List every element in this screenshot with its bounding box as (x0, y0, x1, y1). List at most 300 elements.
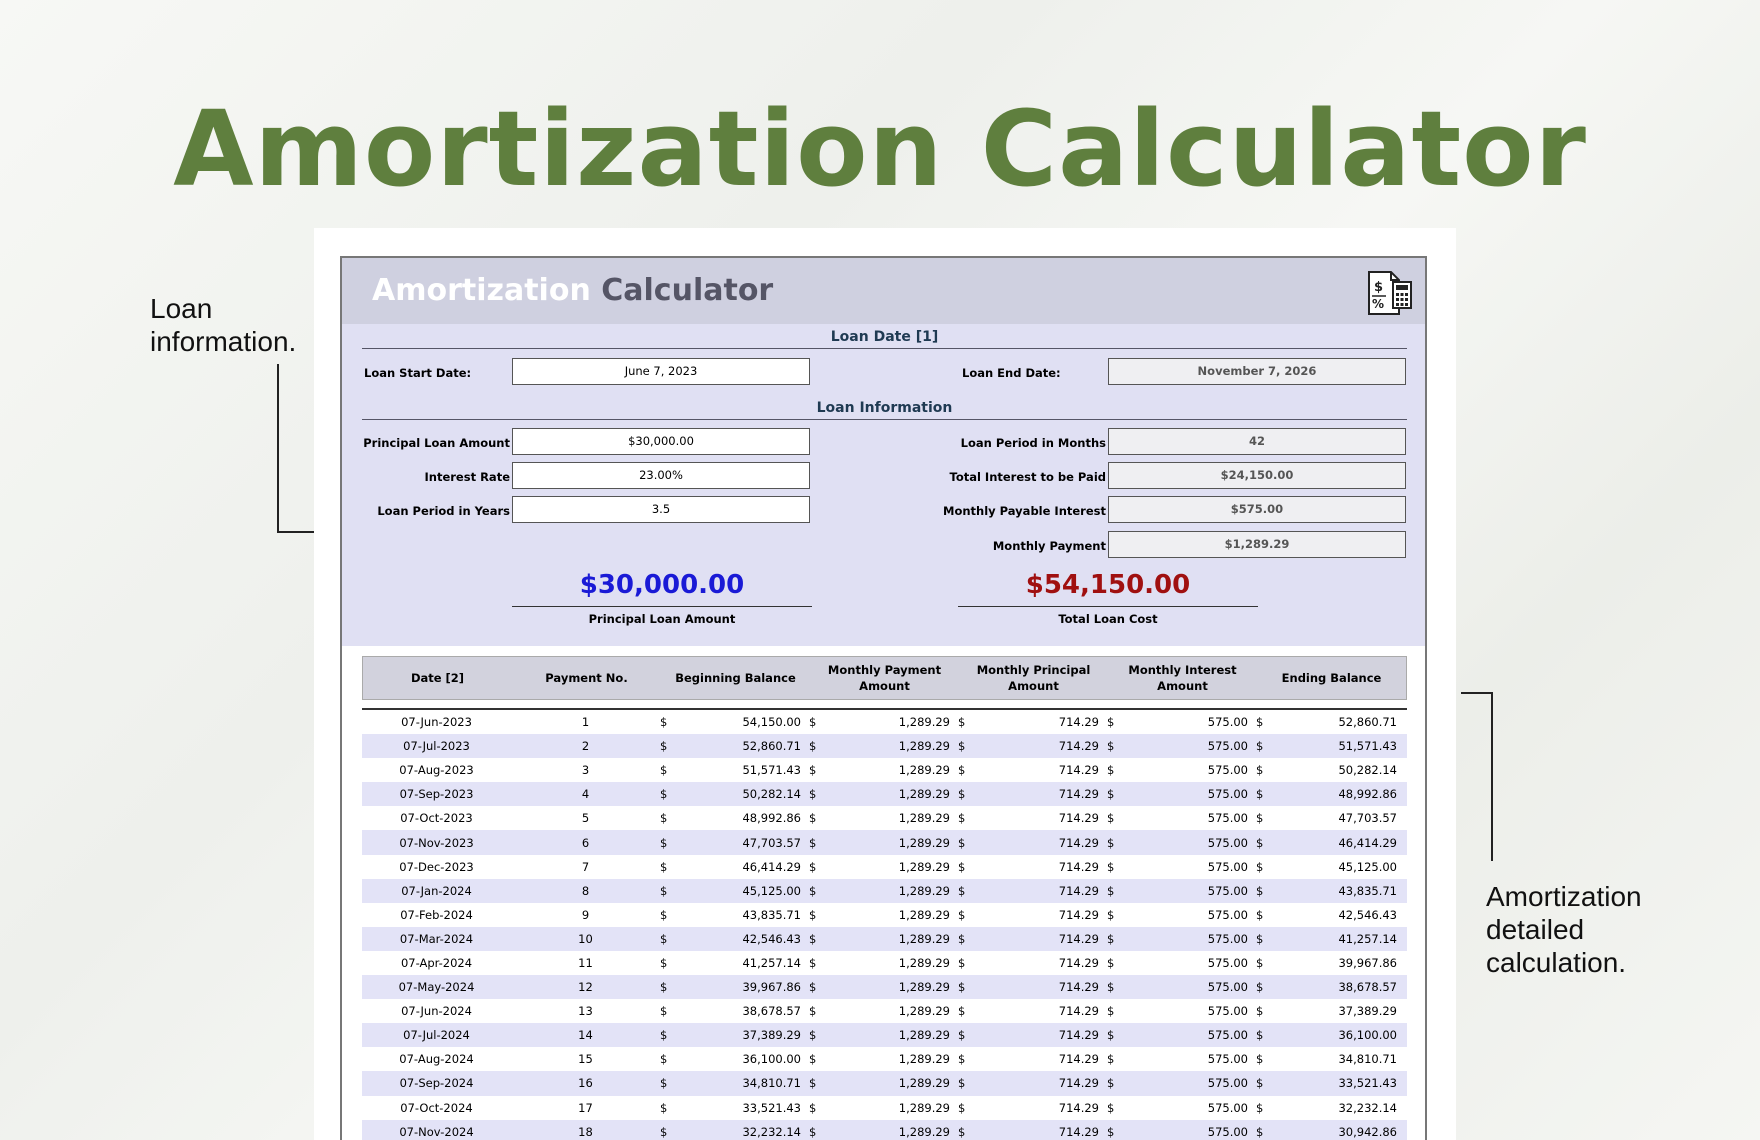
cell-monthly-interest (1107, 715, 1256, 729)
amount-value: 30,942.86 (1338, 1124, 1397, 1139)
currency-symbol: $ (1256, 883, 1264, 898)
currency-symbol: $ (809, 715, 817, 730)
summary-principal-value: $30,000.00 (579, 570, 745, 600)
amount-value: 1,289.29 (898, 739, 950, 754)
cell-ending-balance (1256, 763, 1405, 777)
currency-symbol: $ (958, 763, 966, 778)
currency-symbol: $ (1107, 1028, 1115, 1043)
currency-symbol: $ (1256, 739, 1264, 754)
table-row (362, 710, 1407, 734)
amount-value: 48,992.86 (742, 811, 801, 826)
cell-monthly-payment (809, 932, 958, 946)
cell-date: 07-Aug-2023 (399, 763, 474, 778)
cell-beginning-balance (660, 1101, 809, 1115)
cell-date: 07-Apr-2024 (400, 955, 473, 970)
currency-symbol: $ (660, 883, 668, 898)
cell-monthly-payment (809, 763, 958, 777)
cell-monthly-principal (958, 980, 1107, 994)
amount-value: 714.29 (1058, 715, 1099, 730)
currency-symbol: $ (660, 859, 668, 874)
amount-value: 575.00 (1207, 980, 1248, 995)
amount-value: 38,678.57 (742, 1004, 801, 1019)
currency-symbol: $ (958, 715, 966, 730)
currency-symbol: $ (809, 1076, 817, 1091)
currency-symbol: $ (1256, 1052, 1264, 1067)
cell-monthly-interest (1107, 1052, 1256, 1066)
cell-ending-balance (1256, 980, 1405, 994)
currency-symbol: $ (660, 931, 668, 946)
amount-value: 51,571.43 (742, 763, 801, 778)
cell-monthly-interest (1107, 836, 1256, 850)
amount-value: 714.29 (1058, 739, 1099, 754)
amount-value: 46,414.29 (742, 859, 801, 874)
cell-monthly-payment (809, 1028, 958, 1042)
right-bracket-line (1491, 692, 1493, 861)
amount-value: 1,289.29 (898, 931, 950, 946)
interest-rate-input[interactable]: 23.00% (512, 462, 810, 489)
amount-value: 34,810.71 (1338, 1052, 1397, 1067)
currency-symbol: $ (809, 1124, 817, 1139)
cell-monthly-payment (809, 980, 958, 994)
amount-value: 47,703.57 (1338, 811, 1397, 826)
amount-value: 714.29 (1058, 883, 1099, 898)
cell-monthly-principal (958, 932, 1107, 946)
loan-years-label: Loan Period in Years (377, 504, 510, 518)
cell-beginning-balance (660, 956, 809, 970)
header-divider (362, 700, 1407, 710)
amount-value: 54,150.00 (742, 715, 801, 730)
table-row (362, 1047, 1407, 1071)
cell-monthly-interest (1107, 884, 1256, 898)
currency-symbol: $ (1256, 811, 1264, 826)
amount-value: 714.29 (1058, 1052, 1099, 1067)
cell-date: 07-Oct-2023 (400, 811, 473, 826)
amount-value: 1,289.29 (898, 1124, 950, 1139)
cell-ending-balance (1256, 1076, 1405, 1090)
currency-symbol: $ (660, 1076, 668, 1091)
amount-value: 1,289.29 (898, 1100, 950, 1115)
currency-symbol: $ (809, 811, 817, 826)
amount-value: 575.00 (1207, 1076, 1248, 1091)
amount-value: 47,703.57 (742, 835, 801, 850)
currency-symbol: $ (958, 1028, 966, 1043)
table-row (362, 951, 1407, 975)
currency-symbol: $ (1256, 1076, 1264, 1091)
cell-ending-balance (1256, 811, 1405, 825)
currency-symbol: $ (1107, 739, 1115, 754)
cell-ending-balance (1256, 787, 1405, 801)
currency-symbol: $ (660, 1052, 668, 1067)
currency-symbol: $ (1107, 763, 1115, 778)
cell-ending-balance (1256, 715, 1405, 729)
calculator-dollar-percent-icon (1365, 266, 1415, 318)
cell-payment-no: 15 (578, 1052, 593, 1067)
currency-symbol: $ (1107, 883, 1115, 898)
amount-value: 714.29 (1058, 811, 1099, 826)
cell-payment-no: 12 (578, 980, 593, 995)
cell-date: 07-Jun-2023 (401, 715, 472, 730)
amount-value: 1,289.29 (898, 883, 950, 898)
amount-value: 50,282.14 (1338, 763, 1397, 778)
cell-monthly-payment (809, 956, 958, 970)
amount-value: 575.00 (1207, 739, 1248, 754)
cell-monthly-principal (958, 884, 1107, 898)
cell-payment-no: 6 (581, 835, 590, 850)
currency-symbol: $ (1107, 955, 1115, 970)
cell-beginning-balance (660, 787, 809, 801)
currency-symbol: $ (660, 907, 668, 922)
table-row (362, 1120, 1407, 1140)
table-row (362, 879, 1407, 903)
amount-value: 1,289.29 (898, 763, 950, 778)
cell-monthly-payment (809, 811, 958, 825)
left-bracket-line (277, 364, 279, 533)
amount-value: 41,257.14 (742, 955, 801, 970)
cell-monthly-principal (958, 1101, 1107, 1115)
amount-value: 714.29 (1058, 835, 1099, 850)
loan-start-label: Loan Start Date: (364, 366, 472, 380)
header-monthly-principal: Monthly Principal Amount (976, 663, 1091, 693)
amount-value: 1,289.29 (898, 1028, 950, 1043)
cell-ending-balance (1256, 908, 1405, 922)
amount-value: 42,546.43 (742, 931, 801, 946)
amount-value: 1,289.29 (898, 715, 950, 730)
cell-beginning-balance (660, 1076, 809, 1090)
header-ending-balance: Ending Balance (1281, 671, 1382, 685)
loan-information-section-title: Loan Information (816, 400, 953, 416)
currency-symbol: $ (1107, 1004, 1115, 1019)
currency-symbol: $ (660, 787, 668, 802)
amount-value: 45,125.00 (742, 883, 801, 898)
amortization-note: Amortization detailed calculation. (1486, 881, 1642, 978)
cell-ending-balance (1256, 1101, 1405, 1115)
table-row (362, 927, 1407, 951)
cell-beginning-balance (660, 836, 809, 850)
cell-ending-balance (1256, 956, 1405, 970)
loan-start-input[interactable]: June 7, 2023 (512, 358, 810, 385)
currency-symbol: $ (809, 883, 817, 898)
currency-symbol: $ (809, 1004, 817, 1019)
table-row (362, 734, 1407, 758)
cell-beginning-balance (660, 884, 809, 898)
currency-symbol: $ (809, 907, 817, 922)
amount-value: 575.00 (1207, 715, 1248, 730)
amount-value: 714.29 (1058, 907, 1099, 922)
currency-symbol: $ (958, 883, 966, 898)
currency-symbol: $ (1107, 1124, 1115, 1139)
amount-value: 575.00 (1207, 811, 1248, 826)
currency-symbol: $ (809, 1100, 817, 1115)
header-monthly-interest: Monthly Interest Amount (1128, 663, 1237, 693)
currency-symbol: $ (660, 1124, 668, 1139)
cell-monthly-principal (958, 787, 1107, 801)
page-title: Amortization Calculator (173, 88, 1587, 210)
cell-date: 07-Nov-2024 (399, 1124, 474, 1139)
cell-date: 07-Sep-2023 (399, 787, 474, 802)
loan-years-input[interactable]: 3.5 (512, 496, 810, 523)
cell-monthly-principal (958, 1125, 1107, 1139)
table-row (362, 1071, 1407, 1095)
cell-date: 07-Jul-2023 (403, 739, 470, 754)
currency-symbol: $ (958, 1052, 966, 1067)
sheet-title-part2: Calculator (601, 273, 774, 308)
amount-value: 714.29 (1058, 1100, 1099, 1115)
cell-date: 07-Jan-2024 (401, 883, 472, 898)
section-divider (362, 348, 1407, 349)
currency-symbol: $ (958, 1004, 966, 1019)
amount-value: 1,289.29 (898, 787, 950, 802)
currency-symbol: $ (1107, 787, 1115, 802)
table-row (362, 806, 1407, 830)
principal-input[interactable]: $30,000.00 (512, 428, 810, 455)
currency-symbol: $ (660, 739, 668, 754)
currency-symbol: $ (1256, 980, 1264, 995)
table-row (362, 903, 1407, 927)
currency-symbol: $ (660, 980, 668, 995)
amount-value: 714.29 (1058, 1076, 1099, 1091)
currency-symbol: $ (660, 1004, 668, 1019)
cell-monthly-principal (958, 715, 1107, 729)
amount-value: 575.00 (1207, 883, 1248, 898)
currency-symbol: $ (809, 835, 817, 850)
cell-beginning-balance (660, 932, 809, 946)
amount-value: 714.29 (1058, 955, 1099, 970)
monthly-payment-label: Monthly Payment (992, 539, 1106, 553)
cell-monthly-payment (809, 836, 958, 850)
total-interest-label: Total Interest to be Paid (949, 470, 1106, 484)
amount-value: 575.00 (1207, 859, 1248, 874)
cell-beginning-balance (660, 811, 809, 825)
cell-monthly-principal (958, 763, 1107, 777)
cell-beginning-balance (660, 860, 809, 874)
cell-monthly-payment (809, 787, 958, 801)
amount-value: 1,289.29 (898, 1052, 950, 1067)
amount-value: 46,414.29 (1338, 835, 1397, 850)
cell-payment-no: 3 (581, 763, 590, 778)
cell-ending-balance (1256, 884, 1405, 898)
cell-monthly-interest (1107, 739, 1256, 753)
currency-symbol: $ (958, 787, 966, 802)
table-row (362, 1023, 1407, 1047)
currency-symbol: $ (958, 1124, 966, 1139)
table-row (362, 830, 1407, 854)
table-row (362, 975, 1407, 999)
currency-symbol: $ (660, 955, 668, 970)
table-row (362, 855, 1407, 879)
amount-value: 575.00 (1207, 931, 1248, 946)
monthly-interest-value: $575.00 (1108, 496, 1406, 523)
amount-value: 714.29 (1058, 763, 1099, 778)
amount-value: 33,521.43 (742, 1100, 801, 1115)
currency-symbol: $ (809, 787, 817, 802)
cell-ending-balance (1256, 1004, 1405, 1018)
spreadsheet (340, 256, 1427, 1140)
cell-monthly-interest (1107, 787, 1256, 801)
currency-symbol: $ (809, 739, 817, 754)
currency-symbol: $ (1256, 1004, 1264, 1019)
currency-symbol: $ (660, 1100, 668, 1115)
amount-value: 1,289.29 (898, 955, 950, 970)
cell-ending-balance (1256, 1028, 1405, 1042)
cell-payment-no: 2 (581, 739, 590, 754)
amount-value: 1,289.29 (898, 835, 950, 850)
cell-monthly-payment (809, 1052, 958, 1066)
cell-monthly-payment (809, 884, 958, 898)
currency-symbol: $ (958, 739, 966, 754)
cell-monthly-principal (958, 1004, 1107, 1018)
amount-value: 38,678.57 (1338, 980, 1397, 995)
sheet-title-part1: Amortization (372, 273, 591, 308)
currency-symbol: $ (958, 907, 966, 922)
sheet-title (372, 273, 773, 308)
loan-end-value: November 7, 2026 (1108, 358, 1406, 385)
cell-monthly-principal (958, 1052, 1107, 1066)
amount-value: 1,289.29 (898, 907, 950, 922)
currency-symbol: $ (1256, 835, 1264, 850)
cell-monthly-interest (1107, 980, 1256, 994)
header-payment-no: Payment No. (545, 671, 628, 685)
cell-monthly-principal (958, 956, 1107, 970)
amount-value: 33,521.43 (1338, 1076, 1397, 1091)
currency-symbol: $ (958, 1076, 966, 1091)
amount-value: 1,289.29 (898, 1004, 950, 1019)
cell-date: 07-Feb-2024 (400, 907, 473, 922)
cell-ending-balance (1256, 1125, 1405, 1139)
table-row (362, 758, 1407, 782)
cell-monthly-principal (958, 1028, 1107, 1042)
cell-payment-no: 11 (578, 955, 593, 970)
cell-monthly-payment (809, 860, 958, 874)
interest-rate-label: Interest Rate (424, 470, 510, 484)
cell-payment-no: 8 (581, 883, 590, 898)
header-beginning-balance: Beginning Balance (675, 671, 796, 685)
amount-value: 48,992.86 (1338, 787, 1397, 802)
right-bracket-line (1461, 692, 1493, 694)
cell-monthly-interest (1107, 1076, 1256, 1090)
total-interest-value: $24,150.00 (1108, 462, 1406, 489)
currency-symbol: $ (809, 1028, 817, 1043)
currency-symbol: $ (958, 980, 966, 995)
amount-value: 575.00 (1207, 763, 1248, 778)
cell-beginning-balance (660, 1028, 809, 1042)
currency-symbol: $ (1107, 1076, 1115, 1091)
cell-monthly-principal (958, 811, 1107, 825)
currency-symbol: $ (1107, 907, 1115, 922)
amount-value: 32,232.14 (1338, 1100, 1397, 1115)
cell-date: 07-Mar-2024 (399, 931, 474, 946)
cell-monthly-principal (958, 836, 1107, 850)
amount-value: 714.29 (1058, 980, 1099, 995)
amount-value: 52,860.71 (742, 739, 801, 754)
summary-underline (958, 606, 1258, 607)
table-row (362, 999, 1407, 1023)
amount-value: 575.00 (1207, 955, 1248, 970)
amount-value: 36,100.00 (1338, 1028, 1397, 1043)
cell-date: 07-Aug-2024 (399, 1052, 474, 1067)
currency-symbol: $ (1107, 835, 1115, 850)
svg-text:%: % (1372, 297, 1385, 311)
currency-symbol: $ (1256, 907, 1264, 922)
cell-payment-no: 14 (578, 1028, 593, 1043)
currency-symbol: $ (660, 1028, 668, 1043)
section-divider (362, 419, 1407, 420)
cell-monthly-principal (958, 739, 1107, 753)
svg-text:$: $ (1374, 280, 1384, 295)
cell-payment-no: 5 (581, 811, 590, 826)
amount-value: 714.29 (1058, 1028, 1099, 1043)
amount-value: 42,546.43 (1338, 907, 1397, 922)
cell-monthly-payment (809, 908, 958, 922)
cell-monthly-principal (958, 860, 1107, 874)
currency-symbol: $ (660, 835, 668, 850)
currency-symbol: $ (958, 1100, 966, 1115)
currency-symbol: $ (958, 859, 966, 874)
amount-value: 714.29 (1058, 859, 1099, 874)
cell-monthly-interest (1107, 1125, 1256, 1139)
currency-symbol: $ (958, 955, 966, 970)
cell-payment-no: 13 (578, 1004, 593, 1019)
amount-value: 575.00 (1207, 787, 1248, 802)
header-monthly-payment: Monthly Payment Amount (827, 663, 942, 693)
currency-symbol: $ (1256, 1124, 1264, 1139)
loan-information-note: Loan information. (150, 293, 297, 357)
currency-symbol: $ (809, 955, 817, 970)
amount-value: 714.29 (1058, 1124, 1099, 1139)
loan-months-value: 42 (1108, 428, 1406, 455)
header-date: Date [2] (410, 671, 465, 685)
cell-monthly-principal (958, 908, 1107, 922)
currency-symbol: $ (809, 859, 817, 874)
currency-symbol: $ (958, 931, 966, 946)
cell-payment-no: 4 (581, 787, 590, 802)
currency-symbol: $ (660, 715, 668, 730)
currency-symbol: $ (809, 763, 817, 778)
cell-beginning-balance (660, 1004, 809, 1018)
cell-monthly-interest (1107, 860, 1256, 874)
summary-principal-caption: Principal Loan Amount (588, 612, 736, 626)
cell-beginning-balance (660, 980, 809, 994)
amount-value: 36,100.00 (742, 1052, 801, 1067)
loan-months-label: Loan Period in Months (960, 436, 1106, 450)
cell-date: 07-Nov-2023 (399, 835, 474, 850)
cell-payment-no: 1 (581, 715, 590, 730)
currency-symbol: $ (1107, 859, 1115, 874)
cell-monthly-interest (1107, 1101, 1256, 1115)
currency-symbol: $ (958, 835, 966, 850)
amount-value: 1,289.29 (898, 859, 950, 874)
amount-value: 714.29 (1058, 787, 1099, 802)
currency-symbol: $ (1107, 1052, 1115, 1067)
cell-ending-balance (1256, 860, 1405, 874)
cell-payment-no: 9 (581, 907, 590, 922)
cell-monthly-interest (1107, 811, 1256, 825)
amount-value: 575.00 (1207, 1028, 1248, 1043)
currency-symbol: $ (809, 931, 817, 946)
cell-monthly-interest (1107, 932, 1256, 946)
cell-payment-no: 18 (578, 1124, 593, 1139)
cell-ending-balance (1256, 739, 1405, 753)
amount-value: 714.29 (1058, 1004, 1099, 1019)
cell-beginning-balance (660, 763, 809, 777)
currency-symbol: $ (1256, 715, 1264, 730)
cell-monthly-payment (809, 1004, 958, 1018)
cell-date: 07-Oct-2024 (400, 1100, 473, 1115)
amount-value: 50,282.14 (742, 787, 801, 802)
amount-value: 1,289.29 (898, 811, 950, 826)
amount-value: 1,289.29 (898, 980, 950, 995)
amount-value: 37,389.29 (1338, 1004, 1397, 1019)
amount-value: 39,967.86 (742, 980, 801, 995)
